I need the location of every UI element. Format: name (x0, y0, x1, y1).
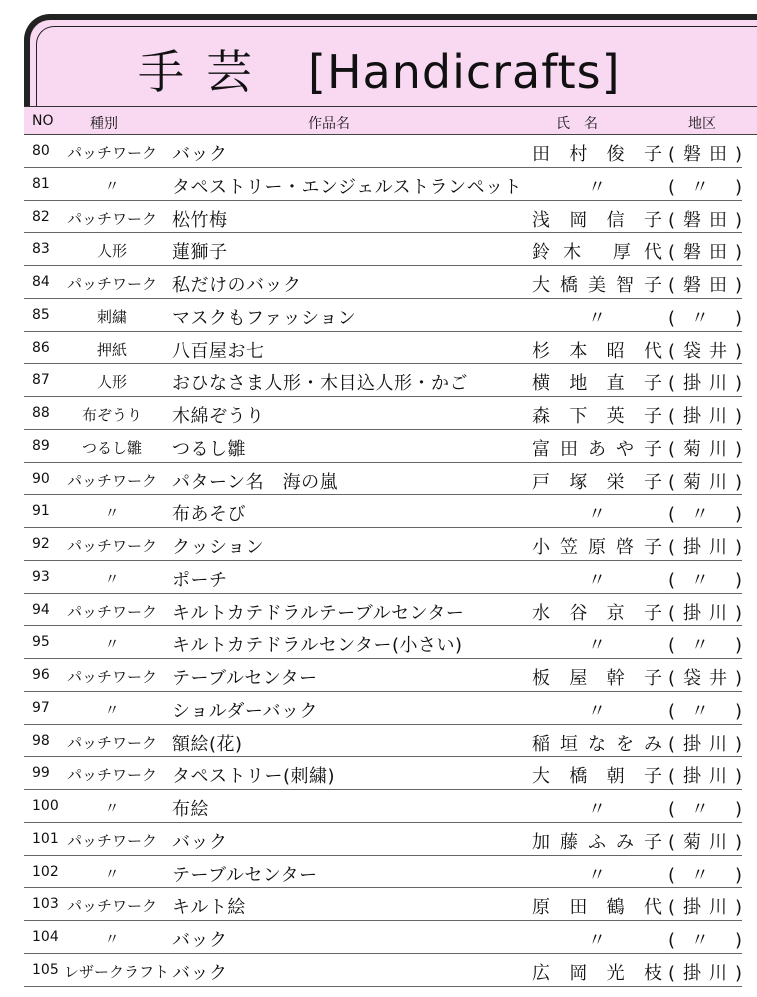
entries-table (24, 135, 742, 987)
entry-artist-name: 小笠原啓子 (532, 537, 662, 558)
entry-region: (磐田) (668, 242, 742, 264)
entry-work-title: キルトカテドラルテーブルセンター (172, 602, 465, 624)
entry-region: (菊川) (668, 471, 742, 493)
title-english: [Handicrafts] (308, 45, 621, 99)
entry-number: 88 (32, 405, 50, 421)
table-row (24, 233, 742, 266)
table-row (24, 856, 742, 889)
entry-artist-name: 〃 (588, 176, 606, 198)
entry-work-title: タペストリー・エンジェルストランペット (172, 176, 523, 198)
entry-region: (掛川) (668, 733, 742, 755)
entry-category: 〃 (104, 504, 120, 523)
entry-artist-name: 水谷京子 (532, 602, 662, 624)
entry-region: ( 〃 ) (668, 307, 742, 329)
entry-work-title: 私だけのバック (172, 275, 302, 296)
entry-artist-name: 〃 (588, 635, 606, 657)
header-name: 氏 名 (556, 116, 598, 132)
entry-number: 81 (32, 175, 50, 192)
entry-work-title: バック (172, 930, 228, 951)
table-row (24, 364, 742, 397)
table-row (24, 430, 742, 463)
entry-region: (磐田) (668, 275, 742, 296)
entry-number: 87 (32, 372, 50, 389)
entry-artist-name: 鈴木 厚代 (532, 242, 662, 264)
table-row (24, 626, 742, 659)
entry-number: 92 (32, 536, 50, 552)
entry-number: 90 (32, 470, 50, 487)
entry-category: 〃 (104, 930, 120, 948)
entry-category: パッチワーク (66, 733, 157, 752)
table-row (24, 757, 742, 790)
entry-artist-name: 板屋幹子 (532, 668, 662, 689)
entry-region: (掛川) (668, 766, 742, 788)
table-header (24, 106, 757, 135)
entry-region: ( 〃 ) (668, 504, 742, 526)
table-row (24, 594, 742, 627)
entry-region: (菊川) (668, 831, 742, 853)
entry-category: パッチワーク (66, 537, 157, 555)
entry-region: ( 〃 ) (668, 635, 742, 657)
entry-category: 〃 (104, 635, 120, 654)
entry-work-title: キルト絵 (172, 897, 246, 919)
entry-category: レザークラフト (64, 962, 170, 981)
entry-region: (掛川) (668, 373, 742, 395)
table-row (24, 299, 742, 332)
entry-artist-name: 森下英子 (532, 406, 662, 427)
entry-category: パッチワーク (66, 668, 157, 686)
entry-category: 人形 (96, 242, 127, 261)
entry-work-title: バック (172, 962, 228, 984)
header-no: NO (32, 113, 54, 129)
entry-artist-name: 〃 (588, 930, 606, 951)
entry-number: 97 (32, 699, 50, 716)
entry-region: (袋井) (668, 668, 742, 689)
entry-category: パッチワーク (66, 831, 157, 850)
entry-category: つるし雛 (81, 438, 142, 457)
table-row (24, 135, 742, 168)
entry-work-title: つるし雛 (172, 438, 246, 460)
entry-artist-name: 加藤ふみ子 (532, 831, 662, 853)
entry-artist-name: 〃 (588, 700, 606, 722)
page-title (138, 42, 621, 102)
entry-artist-name: 戸塚栄子 (532, 471, 662, 493)
entry-work-title: マスクもファッション (172, 307, 357, 329)
entry-number: 94 (32, 601, 50, 618)
header-work: 作品名 (308, 116, 350, 132)
entry-category: パッチワーク (66, 144, 157, 162)
entry-artist-name: 〃 (588, 799, 606, 820)
table-row (24, 692, 742, 725)
entry-number: 103 (32, 896, 59, 913)
table-row (24, 495, 742, 528)
entry-artist-name: 〃 (588, 504, 606, 526)
table-row (24, 790, 742, 823)
entry-region: (掛川) (668, 406, 742, 427)
entry-artist-name: 広岡光枝 (532, 962, 662, 984)
entry-work-title: クッション (172, 537, 265, 558)
entry-work-title: テーブルセンター (172, 864, 318, 886)
entry-number: 98 (32, 732, 50, 749)
entry-number: 86 (32, 339, 50, 356)
entry-category: パッチワーク (66, 602, 157, 621)
entry-number: 80 (32, 143, 50, 159)
entry-category: パッチワーク (66, 275, 157, 293)
table-row (24, 463, 742, 496)
entry-region: (掛川) (668, 962, 742, 984)
entry-artist-name: 稲垣なをみ (532, 733, 662, 755)
entry-number: 91 (32, 503, 50, 520)
entry-number: 93 (32, 568, 50, 585)
entry-work-title: 額絵(花) (172, 733, 243, 755)
entry-category: 〃 (104, 569, 120, 588)
entry-category: 〃 (104, 864, 120, 883)
entry-artist-name: 大橋朝子 (532, 766, 662, 788)
entry-region: (掛川) (668, 602, 742, 624)
header-area: 地区 (688, 116, 716, 132)
title-banner (24, 14, 757, 106)
table-row (24, 888, 742, 921)
entry-number: 99 (32, 765, 50, 782)
entry-work-title: パターン名 海の嵐 (172, 471, 339, 493)
entry-region: ( 〃 ) (668, 700, 742, 722)
entry-work-title: 八百屋お七 (172, 340, 265, 362)
entry-number: 84 (32, 274, 50, 290)
entry-category: パッチワーク (66, 766, 157, 785)
entry-number: 101 (32, 830, 59, 847)
entry-work-title: バック (172, 144, 228, 165)
entry-work-title: ポーチ (172, 569, 228, 591)
entry-region: (菊川) (668, 438, 742, 460)
entry-work-title: 布絵 (172, 799, 209, 820)
entry-number: 89 (32, 437, 50, 454)
entry-category: パッチワーク (66, 471, 157, 490)
title-japanese: 手芸 (138, 45, 274, 99)
entry-number: 100 (32, 798, 59, 814)
entry-work-title: 布あそび (172, 504, 246, 526)
table-row (24, 332, 742, 365)
table-row (24, 561, 742, 594)
entry-artist-name: 原田鶴代 (532, 897, 662, 919)
table-row (24, 954, 742, 987)
entry-category: 人形 (96, 373, 127, 392)
table-row (24, 659, 742, 692)
entry-work-title: テーブルセンター (172, 668, 318, 689)
table-row (24, 823, 742, 856)
entry-artist-name: 浅岡信子 (532, 209, 662, 231)
entry-artist-name: 〃 (588, 569, 606, 591)
entry-category: 布ぞうり (81, 406, 142, 424)
entry-region: ( 〃 ) (668, 864, 742, 886)
entry-region: (袋井) (668, 340, 742, 362)
table-row (24, 397, 742, 430)
entry-work-title: 蓮獅子 (172, 242, 228, 264)
entry-number: 102 (32, 863, 59, 880)
entry-number: 82 (32, 208, 50, 225)
entry-number: 83 (32, 241, 50, 258)
entry-artist-name: 富田あや子 (532, 438, 662, 460)
entry-category: パッチワーク (66, 209, 157, 228)
table-row (24, 168, 742, 201)
entry-artist-name: 田村俊子 (532, 144, 662, 165)
table-row (24, 266, 742, 299)
entry-artist-name: 〃 (588, 307, 606, 329)
table-row (24, 528, 742, 561)
entry-number: 95 (32, 634, 50, 651)
entry-work-title: タペストリー(刺繍) (172, 766, 336, 788)
entry-region: ( 〃 ) (668, 799, 742, 820)
entry-number: 85 (32, 306, 50, 323)
entry-region: (掛川) (668, 897, 742, 919)
entry-number: 104 (32, 929, 59, 945)
entry-number: 96 (32, 667, 50, 683)
entry-artist-name: 大橋美智子 (532, 275, 662, 296)
entry-artist-name: 横地直子 (532, 373, 662, 395)
table-row (24, 921, 742, 954)
entry-region: ( 〃 ) (668, 930, 742, 951)
table-row (24, 725, 742, 758)
entry-region: (磐田) (668, 144, 742, 165)
entry-artist-name: 杉本昭代 (532, 340, 662, 362)
entry-number: 105 (32, 961, 59, 978)
entry-work-title: キルトカテドラルセンター(小さい) (172, 635, 463, 657)
entry-category: 〃 (104, 799, 120, 817)
entry-category: 〃 (104, 700, 120, 719)
entry-category: 押紙 (96, 340, 127, 359)
entry-region: (磐田) (668, 209, 742, 231)
entry-region: ( 〃 ) (668, 176, 742, 198)
entry-category: 〃 (104, 176, 120, 195)
entry-category: パッチワーク (66, 897, 157, 916)
entry-work-title: バック (172, 831, 228, 853)
table-row (24, 201, 742, 234)
entry-region: (掛川) (668, 537, 742, 558)
entry-work-title: おひなさま人形・木目込人形・かご (172, 373, 468, 395)
entry-region: ( 〃 ) (668, 569, 742, 591)
entry-work-title: 木綿ぞうり (172, 406, 265, 427)
entry-work-title: ショルダーバック (172, 700, 319, 722)
entry-work-title: 松竹梅 (172, 209, 228, 231)
entry-category: 刺繍 (96, 307, 127, 326)
entry-artist-name: 〃 (588, 864, 606, 886)
header-type: 種別 (90, 116, 118, 132)
